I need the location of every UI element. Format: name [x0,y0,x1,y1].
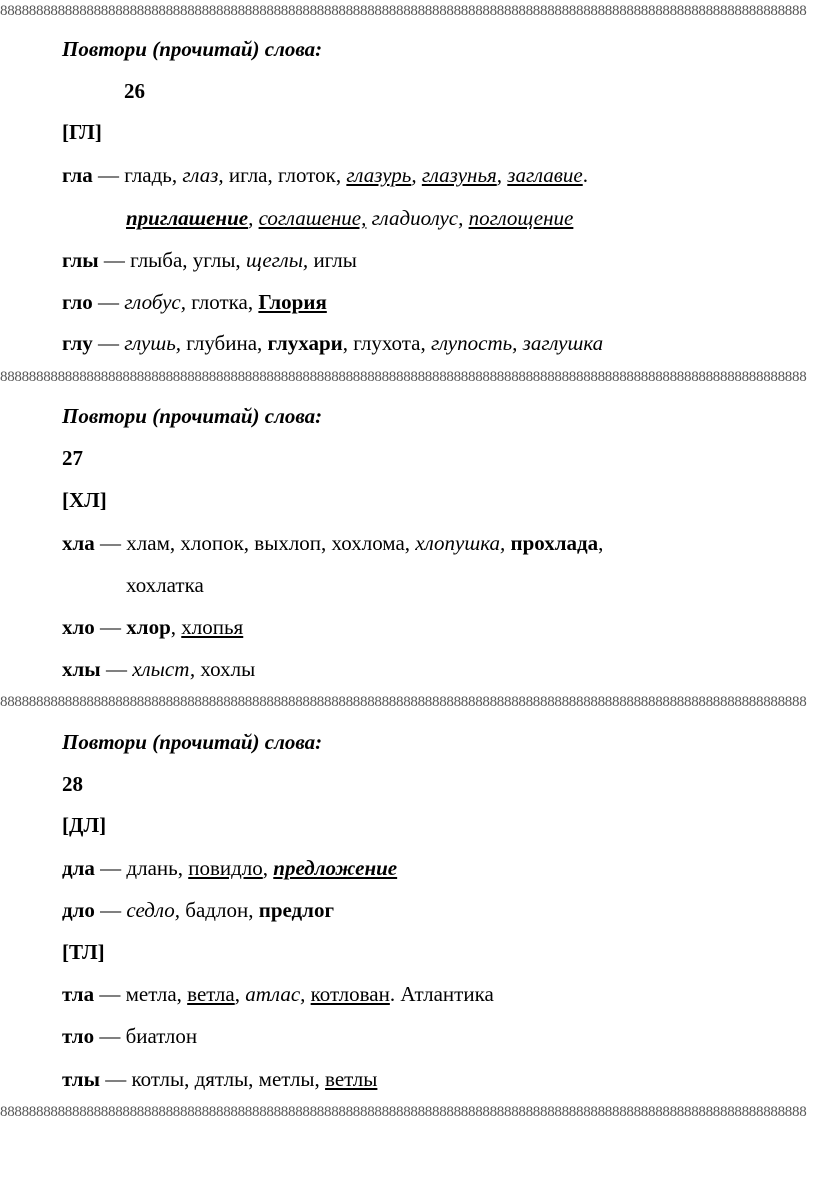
sound-label: [ТЛ] [62,940,105,964]
word-fragment: , [496,163,508,187]
word-row [62,289,327,315]
word-fragment: глаз, [182,163,224,187]
dash-separator: — [92,163,125,187]
word-fragment: глобус, [124,290,186,314]
word-fragment: , [248,206,259,230]
word-fragment: глазурь [346,163,412,187]
dash-separator: — [100,657,133,681]
word-fragment: , [171,163,183,187]
word-fragment: , [262,856,274,880]
word-fragment: длань, [126,856,189,880]
word-fragment: повидло [188,856,263,880]
word-fragment: гладиолус, [366,206,469,230]
word-fragment: хлыст, [132,657,196,681]
word-fragment: заглавие [507,163,583,187]
word-fragment: поглощение [468,206,574,230]
word-fragment: , [598,531,604,555]
word-fragment: глотка, [186,290,259,314]
word-row [62,1023,197,1049]
word-fragment: бадлон, [180,898,259,922]
word-row [62,897,334,923]
dash-separator: — [94,982,126,1006]
word-fragment: иглы [308,248,357,272]
syllable-label: глу [62,331,93,355]
word-fragment: щеглы, [245,248,309,272]
dash-separator: — [92,290,125,314]
word-row [62,330,603,356]
syllable-label: гла [62,163,93,187]
word-fragment: хохлатка [126,573,204,597]
word-fragment: . [582,163,588,187]
word-fragment: игла, глоток, [223,163,347,187]
syllable-label: тла [62,982,95,1006]
word-row [62,247,357,273]
word-fragment: предложение [273,856,398,880]
word-fragment: метла, [125,982,188,1006]
syllable-label: хлы [62,657,101,681]
word-row [62,1066,377,1092]
word-fragment: соглашение, [258,206,367,230]
word-fragment: ветла [187,982,235,1006]
word-fragment: , [170,615,182,639]
word-fragment: седло, [126,898,181,922]
word-row [62,614,243,640]
word-row [62,855,397,881]
word-fragment: приглашение [126,206,249,230]
section-heading: Повтори (прочитай) слова: [62,37,323,61]
syllable-label: глы [62,248,99,272]
decorative-border-top: 8888888888888888888888888888888888888888888888888888888888888888888888888888888888888888888888888888888888888888 [0,3,807,19]
word-fragment: , [234,982,246,1006]
section-heading: Повтори (прочитай) слова: [62,730,323,754]
syllable-label: тлы [62,1067,100,1091]
decorative-border-2: 8888888888888888888888888888888888888888888888888888888888888888888888888888888888888888888888888888888888888888 [0,694,807,710]
word-fragment: котлы, дятлы, метлы, [131,1067,326,1091]
word-fragment: прохлада [510,531,599,555]
exercise-number: 27 [62,446,83,470]
dash-separator: — [94,531,127,555]
word-fragment: глупость, заглушка [431,331,604,355]
dash-separator: — [94,615,127,639]
decorative-border-bottom: 8888888888888888888888888888888888888888888888888888888888888888888888888888888888888888888888888888888888888888 [0,1104,807,1120]
exercise-number: 26 [124,79,145,103]
word-fragment: глубина, [181,331,268,355]
dash-separator: — [94,898,127,922]
syllable-label: хла [62,531,95,555]
word-row [62,981,494,1007]
word-fragment: хлопушка, [415,531,506,555]
word-row-continuation [126,205,573,231]
exercise-number: 28 [62,772,83,796]
word-fragment: ветлы [325,1067,378,1091]
dash-separator: — [94,856,127,880]
decorative-border-1: 8888888888888888888888888888888888888888888888888888888888888888888888888888888888888888888888888888888888888888 [0,369,807,385]
word-row [62,656,255,682]
word-fragment: глазунья [421,163,497,187]
word-fragment: глухари [267,331,343,355]
sound-label: [ГЛ] [62,120,102,144]
word-row [62,530,603,556]
word-fragment: биатлон [125,1024,198,1048]
syllable-label: хло [62,615,95,639]
word-fragment: глушь, [124,331,182,355]
word-fragment: хлам, хлопок, выхлоп, хохлома, [126,531,416,555]
word-fragment: глыба, углы, [130,248,246,272]
word-fragment: котлован [310,982,390,1006]
syllable-label: гло [62,290,93,314]
syllable-label: дла [62,856,95,880]
word-fragment: Глория [258,290,327,314]
word-row [62,162,588,188]
dash-separator: — [99,1067,132,1091]
word-fragment: гладь [124,163,172,187]
word-fragment: атлас, [245,982,306,1006]
word-fragment: , [411,163,422,187]
dash-separator: — [98,248,131,272]
sound-label: [ДЛ] [62,813,107,837]
dash-separator: — [94,1024,126,1048]
word-fragment: хлопья [181,615,244,639]
word-fragment: , глухота, [342,331,432,355]
sound-label: [ХЛ] [62,488,107,512]
word-fragment: хлор [126,615,171,639]
word-row-continuation [126,572,204,598]
section-heading: Повтори (прочитай) слова: [62,404,323,428]
syllable-label: тло [62,1024,95,1048]
word-fragment: предлог [258,898,334,922]
syllable-label: дло [62,898,95,922]
word-fragment: хохлы [195,657,256,681]
word-fragment: . Атлантика [389,982,494,1006]
dash-separator: — [92,331,125,355]
